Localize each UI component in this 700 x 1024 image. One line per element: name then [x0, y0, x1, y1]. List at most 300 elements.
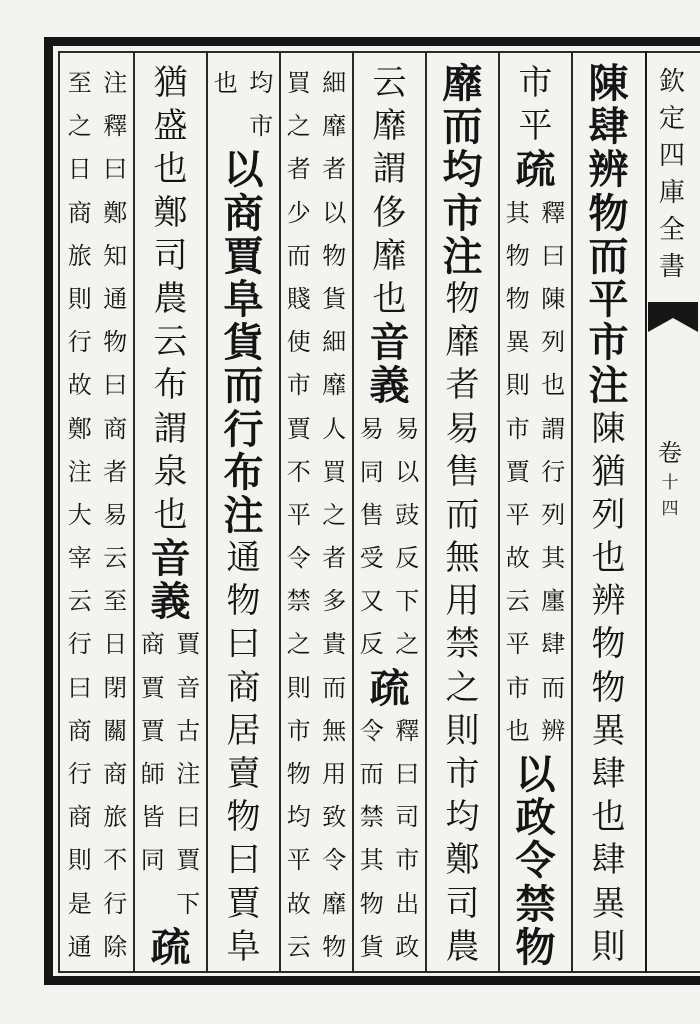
- glyph: 令: [322, 846, 347, 875]
- annotation-left-line: [281, 62, 317, 969]
- glyph: 其: [541, 544, 566, 573]
- glyph: 商: [226, 667, 261, 708]
- glyph: 又: [359, 587, 384, 616]
- glyph: 謂: [372, 149, 407, 190]
- glyph: 則: [67, 846, 92, 875]
- glyph: 關: [103, 716, 128, 745]
- glyph: 行: [541, 457, 566, 486]
- text-column-4: [354, 62, 425, 970]
- center-fold-line: [645, 51, 647, 973]
- main-text: [208, 148, 279, 494]
- glyph: 師: [140, 760, 165, 788]
- glyph: 曰: [176, 803, 201, 832]
- glyph: 而: [442, 103, 483, 151]
- glyph: 也: [591, 538, 626, 579]
- glyph: 物: [591, 667, 626, 708]
- glyph: 者: [322, 544, 347, 573]
- glyph: 市: [505, 673, 530, 702]
- glyph: 賈: [286, 414, 311, 443]
- glyph: 商: [103, 760, 128, 788]
- text-column-6: [208, 62, 279, 970]
- glyph: 義: [369, 362, 410, 410]
- glyph: 貨: [223, 319, 264, 367]
- annotation-right-line: [98, 62, 134, 969]
- glyph: 知: [103, 241, 128, 270]
- glyph: 市: [286, 716, 311, 745]
- glyph: 買: [322, 457, 347, 486]
- glyph: 陳: [588, 60, 629, 107]
- glyph: 用: [322, 760, 347, 788]
- glyph: 疏: [515, 146, 556, 194]
- glyph: 物: [226, 581, 261, 622]
- glyph: 是: [67, 889, 92, 918]
- glyph: 居: [226, 710, 261, 751]
- glyph: 曰: [541, 241, 566, 270]
- glyph: 曰: [395, 760, 420, 788]
- glyph: 音: [176, 673, 201, 702]
- glyph: 曰: [67, 673, 92, 702]
- glyph: 致: [322, 803, 347, 832]
- glyph: 細: [322, 328, 347, 357]
- glyph: 物: [286, 760, 311, 788]
- glyph: 靡: [322, 112, 347, 141]
- glyph: 貴: [322, 630, 347, 659]
- glyph: 列: [541, 328, 566, 357]
- double-line-annotation: [500, 192, 571, 753]
- glyph: 也: [591, 797, 626, 838]
- glyph: 阜: [223, 275, 264, 323]
- glyph: 物: [322, 932, 347, 961]
- glyph: 旅: [103, 803, 128, 832]
- glyph: 物: [359, 889, 384, 918]
- glyph: 買: [286, 69, 311, 97]
- glyph: 大: [67, 500, 92, 529]
- glyph: 盛: [153, 106, 188, 147]
- glyph: 售: [445, 451, 480, 492]
- glyph: 故: [286, 889, 311, 918]
- glyph: 注: [442, 232, 483, 280]
- glyph: 物: [591, 624, 626, 665]
- commentary-marker: [573, 362, 644, 410]
- text-column-8: [62, 62, 133, 970]
- glyph: 也: [541, 371, 566, 400]
- glyph: 肆: [588, 103, 629, 151]
- glyph: 之: [445, 667, 480, 708]
- pronunciation-marker: [354, 319, 425, 410]
- glyph: 之: [67, 112, 92, 141]
- glyph: 者: [322, 155, 347, 184]
- glyph: 賈: [226, 883, 261, 924]
- glyph: 易: [395, 414, 420, 443]
- glyph: 均: [442, 146, 483, 194]
- subcommentary-marker: [354, 664, 425, 712]
- glyph: 則: [67, 284, 92, 313]
- glyph: 云: [286, 932, 311, 961]
- commentary-marker: [427, 232, 498, 280]
- glyph: 平: [588, 275, 629, 323]
- annotation-left-line: [500, 192, 536, 753]
- glyph: 以: [322, 198, 347, 227]
- glyph: 行: [103, 889, 128, 918]
- glyph: 平: [505, 500, 530, 529]
- glyph: 而: [322, 673, 347, 702]
- glyph: 云: [153, 322, 188, 363]
- main-text: [427, 62, 498, 235]
- glyph: 令: [359, 716, 384, 745]
- glyph: 使: [286, 328, 311, 357]
- glyph: 日: [67, 155, 92, 184]
- glyph: 平: [286, 500, 311, 529]
- glyph: 其: [505, 198, 530, 227]
- glyph: 猶: [591, 451, 626, 492]
- glyph: 異: [505, 328, 530, 357]
- commentary-text: [208, 537, 279, 969]
- glyph: 異: [591, 883, 626, 924]
- glyph: 物: [588, 189, 629, 237]
- glyph: 反: [395, 544, 420, 573]
- glyph: 宰: [67, 544, 92, 573]
- glyph: 行: [223, 405, 264, 453]
- glyph: 細: [322, 69, 347, 97]
- glyph: 而: [445, 494, 480, 535]
- glyph: 則: [591, 926, 626, 967]
- text-column-7: [135, 62, 206, 970]
- commentary-text: [427, 278, 498, 969]
- glyph: 之: [286, 630, 311, 659]
- glyph: 易: [103, 500, 128, 529]
- glyph: 書: [658, 252, 685, 282]
- glyph: 也: [153, 494, 188, 535]
- glyph: 市: [518, 63, 553, 103]
- glyph: 售: [359, 500, 384, 529]
- text-column-1: [573, 62, 644, 970]
- annotation-left-line: [135, 623, 171, 882]
- glyph: 賈: [505, 457, 530, 486]
- glyph: 商: [67, 198, 92, 227]
- glyph: 除: [103, 932, 128, 961]
- glyph: 靡: [322, 371, 347, 400]
- glyph: 廛: [541, 587, 566, 616]
- glyph: 市: [588, 319, 629, 367]
- glyph: 物: [445, 278, 480, 319]
- glyph: 出: [395, 889, 420, 918]
- glyph: 肆: [591, 840, 626, 881]
- glyph: 無: [445, 538, 480, 579]
- glyph: 也: [213, 69, 238, 97]
- glyph: 之: [286, 112, 311, 141]
- glyph: 而: [359, 760, 384, 788]
- glyph: 也: [505, 716, 530, 745]
- glyph: 鄭: [67, 414, 92, 443]
- glyph: 少: [286, 198, 311, 227]
- glyph: 市: [445, 754, 480, 794]
- glyph: 通: [67, 932, 92, 961]
- glyph: 商: [140, 630, 165, 659]
- glyph: 政: [515, 794, 556, 842]
- glyph: 不: [103, 846, 128, 875]
- glyph: 靡: [322, 889, 347, 918]
- glyph: 注: [176, 760, 201, 788]
- glyph: 定: [658, 104, 685, 134]
- glyph: 賤: [286, 284, 311, 313]
- glyph: 靡: [445, 322, 480, 363]
- glyph: 商: [67, 716, 92, 745]
- glyph: 賈: [140, 673, 165, 702]
- subcommentary-marker: [135, 923, 206, 971]
- glyph: 賈: [140, 716, 165, 745]
- glyph: 下: [176, 889, 201, 918]
- glyph: 政: [395, 932, 420, 961]
- double-line-annotation: [281, 62, 352, 969]
- annotation-right-line: [390, 408, 426, 667]
- glyph: 而: [588, 232, 629, 280]
- glyph: 賣: [226, 754, 261, 794]
- glyph: 泉: [153, 451, 188, 492]
- commentary-text: [135, 62, 206, 537]
- glyph: 用: [445, 581, 480, 622]
- glyph: 禁: [515, 880, 556, 928]
- main-text: [573, 60, 644, 367]
- glyph: 十: [661, 473, 679, 493]
- glyph: 布: [153, 365, 188, 406]
- frame-border-bottom: [44, 976, 700, 985]
- double-line-annotation: [354, 408, 425, 667]
- glyph: 農: [445, 926, 480, 967]
- glyph: 肆: [591, 754, 626, 794]
- glyph: 物: [505, 284, 530, 313]
- glyph: 通: [103, 284, 128, 313]
- glyph: 司: [395, 803, 420, 832]
- annotation-left-line: [62, 62, 98, 969]
- glyph: 四: [661, 499, 679, 519]
- annotation-right-line: [244, 62, 280, 148]
- glyph: 行: [67, 760, 92, 788]
- glyph: 辨: [591, 581, 626, 622]
- glyph: 釋: [395, 716, 420, 745]
- glyph: 反: [359, 630, 384, 659]
- glyph: 故: [505, 544, 530, 573]
- glyph: 同: [140, 846, 165, 875]
- glyph: 注: [223, 491, 264, 539]
- glyph: 全: [658, 215, 685, 245]
- glyph: 禁: [286, 587, 311, 616]
- glyph: 而: [223, 362, 264, 410]
- glyph: 物: [226, 797, 261, 838]
- glyph: 不: [286, 457, 311, 486]
- glyph: 肆: [541, 630, 566, 659]
- glyph: 市: [249, 112, 274, 141]
- double-line-annotation: [208, 62, 279, 148]
- glyph: 注: [67, 457, 92, 486]
- commentary-text: [500, 62, 571, 148]
- glyph: 旅: [67, 241, 92, 270]
- glyph: 曰: [226, 624, 261, 665]
- glyph: 布: [223, 448, 264, 496]
- glyph: 注: [588, 362, 629, 410]
- glyph: 謂: [541, 414, 566, 443]
- volume-number: [650, 436, 690, 522]
- frame-border-top: [44, 37, 700, 46]
- glyph: 貨: [359, 932, 384, 961]
- glyph: 云: [103, 544, 128, 573]
- book-title: [649, 64, 695, 286]
- glyph: 市: [442, 189, 483, 237]
- glyph: 云: [505, 587, 530, 616]
- glyph: 辨: [541, 716, 566, 745]
- annotation-right-line: [536, 192, 572, 753]
- double-line-annotation: [135, 623, 206, 925]
- glyph: 四: [658, 141, 685, 171]
- annotation-right-line: [171, 623, 207, 925]
- glyph: 鄭: [153, 192, 188, 233]
- glyph: 行: [67, 328, 92, 357]
- glyph: 至: [67, 69, 92, 97]
- glyph: 禁: [359, 803, 384, 832]
- glyph: 賈: [223, 232, 264, 280]
- glyph: 者: [286, 155, 311, 184]
- glyph: 侈: [372, 192, 407, 233]
- glyph: 疏: [369, 664, 410, 712]
- glyph: 貨: [322, 284, 347, 313]
- text-column-2: [500, 62, 571, 970]
- main-text: [500, 753, 571, 969]
- glyph: 列: [591, 494, 626, 535]
- double-line-annotation: [354, 710, 425, 969]
- glyph: 曰: [226, 840, 261, 881]
- commentary-marker: [208, 491, 279, 539]
- annotation-right-line: [390, 710, 426, 969]
- glyph: 多: [322, 587, 347, 616]
- glyph: 物: [505, 241, 530, 270]
- glyph: 曰: [103, 371, 128, 400]
- glyph: 通: [226, 538, 261, 579]
- annotation-left-line: [354, 408, 390, 667]
- commentary-text: [354, 62, 425, 321]
- glyph: 賈: [176, 630, 201, 659]
- glyph: 司: [153, 235, 188, 276]
- glyph: 皆: [140, 803, 165, 832]
- glyph: 義: [150, 578, 191, 626]
- glyph: 令: [286, 544, 311, 573]
- pronunciation-marker: [135, 535, 206, 626]
- annotation-left-line: [354, 710, 390, 969]
- glyph: 欽: [658, 67, 685, 97]
- glyph: 音: [150, 535, 191, 583]
- glyph: 市: [505, 414, 530, 443]
- glyph: 阜: [226, 926, 261, 967]
- glyph: 禁: [445, 624, 480, 665]
- glyph: 人: [322, 414, 347, 443]
- glyph: 云: [67, 587, 92, 616]
- glyph: 曰: [103, 155, 128, 184]
- glyph: 也: [153, 149, 188, 190]
- glyph: 其: [359, 846, 384, 875]
- glyph: 物: [322, 241, 347, 270]
- glyph: 注: [103, 69, 128, 97]
- glyph: 賈: [176, 846, 201, 875]
- fish-tail-shape: [648, 302, 698, 332]
- glyph: 異: [591, 710, 626, 751]
- glyph: 鄭: [103, 198, 128, 227]
- text-column-5: [281, 62, 352, 970]
- glyph: 至: [103, 587, 128, 616]
- glyph: 令: [515, 837, 556, 885]
- glyph: 商: [67, 803, 92, 832]
- glyph: 以: [395, 457, 420, 486]
- glyph: 列: [541, 500, 566, 529]
- glyph: 日: [103, 630, 128, 659]
- glyph: 市: [286, 371, 311, 400]
- glyph: 而: [286, 241, 311, 270]
- double-line-annotation: [62, 62, 133, 969]
- glyph: 則: [505, 371, 530, 400]
- glyph: 以: [515, 751, 556, 798]
- glyph: 商: [103, 414, 128, 443]
- glyph: 則: [445, 710, 480, 751]
- glyph: 則: [286, 673, 311, 702]
- fish-tail-mark: [648, 298, 698, 344]
- glyph: 疏: [150, 923, 191, 971]
- glyph: 而: [541, 673, 566, 702]
- glyph: 閉: [103, 673, 128, 702]
- glyph: 辨: [588, 146, 629, 194]
- glyph: 者: [103, 457, 128, 486]
- glyph: 猶: [153, 63, 188, 103]
- glyph: 均: [249, 69, 274, 97]
- glyph: 之: [322, 500, 347, 529]
- glyph: 釋: [103, 112, 128, 141]
- glyph: 陳: [541, 284, 566, 313]
- glyph: 者: [445, 365, 480, 406]
- frame-border-left: [44, 37, 53, 985]
- glyph: 市: [395, 846, 420, 875]
- glyph: 故: [67, 371, 92, 400]
- glyph: 司: [445, 883, 480, 924]
- glyph: 靡: [372, 235, 407, 276]
- glyph: 商: [223, 189, 264, 237]
- glyph: 同: [359, 457, 384, 486]
- glyph: 靡: [442, 60, 483, 107]
- glyph: 之: [395, 630, 420, 659]
- glyph: 云: [372, 63, 407, 103]
- glyph: 音: [369, 319, 410, 367]
- glyph: 平: [505, 630, 530, 659]
- glyph: 卷: [658, 439, 682, 467]
- glyph: 謂: [153, 408, 188, 449]
- glyph: 鄭: [445, 840, 480, 881]
- glyph: 庫: [658, 178, 685, 208]
- glyph: 均: [445, 797, 480, 838]
- subcommentary-marker: [500, 146, 571, 194]
- frame-inner-bottom: [58, 971, 700, 973]
- frame-inner-left: [58, 51, 60, 973]
- glyph: 易: [445, 408, 480, 449]
- annotation-left-line: [208, 62, 244, 105]
- glyph: 農: [153, 278, 188, 319]
- commentary-text: [573, 408, 644, 969]
- glyph: 豉: [395, 500, 420, 529]
- glyph: 物: [515, 923, 556, 971]
- text-column-3: [427, 62, 498, 970]
- glyph: 平: [286, 846, 311, 875]
- glyph: 平: [518, 106, 553, 147]
- glyph: 受: [359, 544, 384, 573]
- glyph: 以: [223, 146, 264, 194]
- glyph: 陳: [591, 408, 626, 449]
- glyph: 釋: [541, 198, 566, 227]
- frame-inner-top: [58, 51, 700, 53]
- glyph: 無: [322, 716, 347, 745]
